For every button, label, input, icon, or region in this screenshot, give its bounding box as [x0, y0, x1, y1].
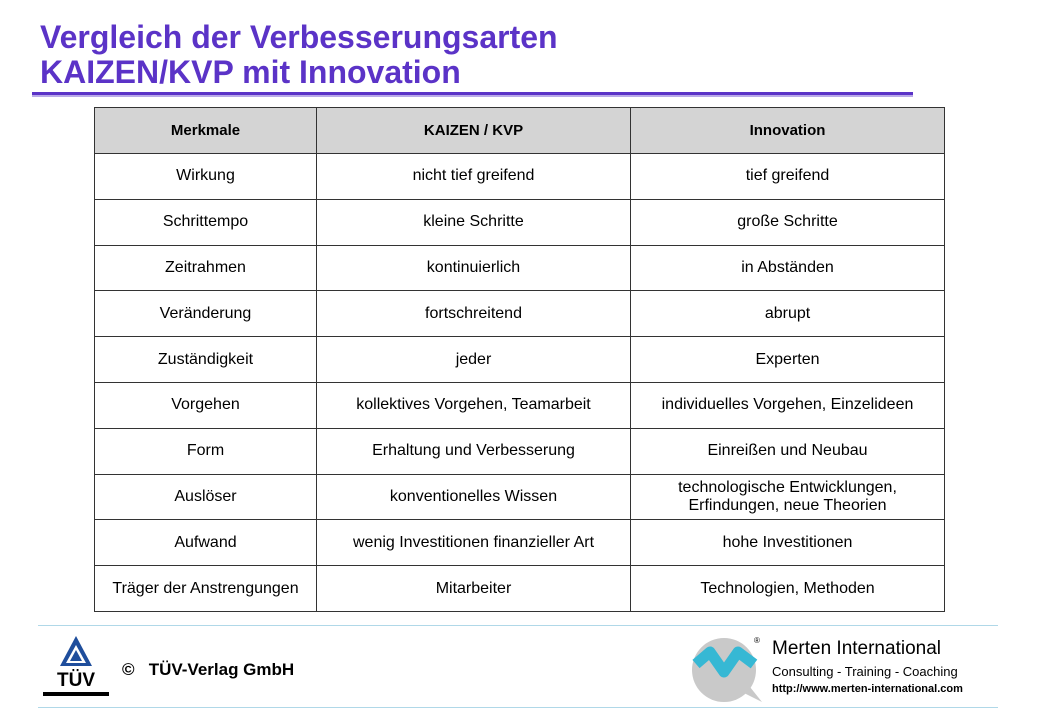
header-kaizen: KAIZEN / KVP: [317, 108, 631, 154]
title-underline: [32, 92, 913, 95]
table-row: [95, 428, 945, 474]
cell-innovation: hohe Investitionen: [631, 520, 945, 566]
title-line-1: Vergleich der Verbesserungsarten: [40, 19, 558, 55]
cell-kaizen: kollektives Vorgehen, Teamarbeit: [317, 382, 631, 428]
footer-bottom-rule: [38, 707, 998, 708]
tuv-logo-text: TÜV: [57, 670, 95, 691]
cell-kaizen: Erhaltung und Verbesserung: [317, 428, 631, 474]
cell-innovation: in Abständen: [631, 245, 945, 291]
cell-merkmal: Vorgehen: [95, 382, 317, 428]
tuv-logo: [40, 632, 112, 698]
table-row: [95, 474, 945, 520]
table-row: [95, 291, 945, 337]
table-row: [95, 382, 945, 428]
cell-merkmal: Form: [95, 428, 317, 474]
cell-merkmal: Wirkung: [95, 154, 317, 200]
cell-kaizen: jeder: [317, 337, 631, 383]
cell-innovation: tief greifend: [631, 154, 945, 200]
table-row: [95, 520, 945, 566]
comparison-table: [94, 107, 945, 612]
cell-innovation: abrupt: [631, 291, 945, 337]
cell-innovation: Einreißen und Neubau: [631, 428, 945, 474]
cell-merkmal: Schrittempo: [95, 199, 317, 245]
table-row: [95, 566, 945, 612]
cell-kaizen: nicht tief greifend: [317, 154, 631, 200]
table-row: [95, 199, 945, 245]
cell-merkmal: Träger der Anstrengungen: [95, 566, 317, 612]
table-row: [95, 154, 945, 200]
cell-innovation: technologische Entwicklungen, Erfindungen, neue Theorien: [631, 474, 945, 520]
company-url: http://www.merten-international.com: [772, 683, 963, 695]
cell-innovation: Experten: [631, 337, 945, 383]
title-line-2: KAIZEN/KVP mit Innovation: [40, 54, 461, 90]
cell-merkmal: Veränderung: [95, 291, 317, 337]
cell-innovation: Technologien, Methoden: [631, 566, 945, 612]
table-header-row: [95, 108, 945, 154]
table-row: [95, 245, 945, 291]
cell-merkmal: Zeitrahmen: [95, 245, 317, 291]
cell-kaizen: wenig Investitionen finanzieller Art: [317, 520, 631, 566]
slide-title: [40, 20, 558, 90]
table-row: [95, 337, 945, 383]
cell-kaizen: kontinuierlich: [317, 245, 631, 291]
header-merkmale: Merkmale: [95, 108, 317, 154]
copyright-text: © TÜV-Verlag GmbH: [122, 660, 295, 679]
cell-innovation: große Schritte: [631, 199, 945, 245]
header-innovation: Innovation: [631, 108, 945, 154]
cell-innovation: individuelles Vorgehen, Einzelideen: [631, 382, 945, 428]
cell-merkmal: Auslöser: [95, 474, 317, 520]
cell-kaizen: kleine Schritte: [317, 199, 631, 245]
footer-top-rule: [38, 625, 998, 626]
registered-mark: ®: [754, 636, 760, 645]
company-tagline: Consulting - Training - Coaching: [772, 664, 958, 679]
cell-kaizen: Mitarbeiter: [317, 566, 631, 612]
cell-kaizen: konventionelles Wissen: [317, 474, 631, 520]
cell-merkmal: Zuständigkeit: [95, 337, 317, 383]
cell-merkmal: Aufwand: [95, 520, 317, 566]
cell-kaizen: fortschreitend: [317, 291, 631, 337]
company-name: Merten International: [772, 638, 941, 659]
